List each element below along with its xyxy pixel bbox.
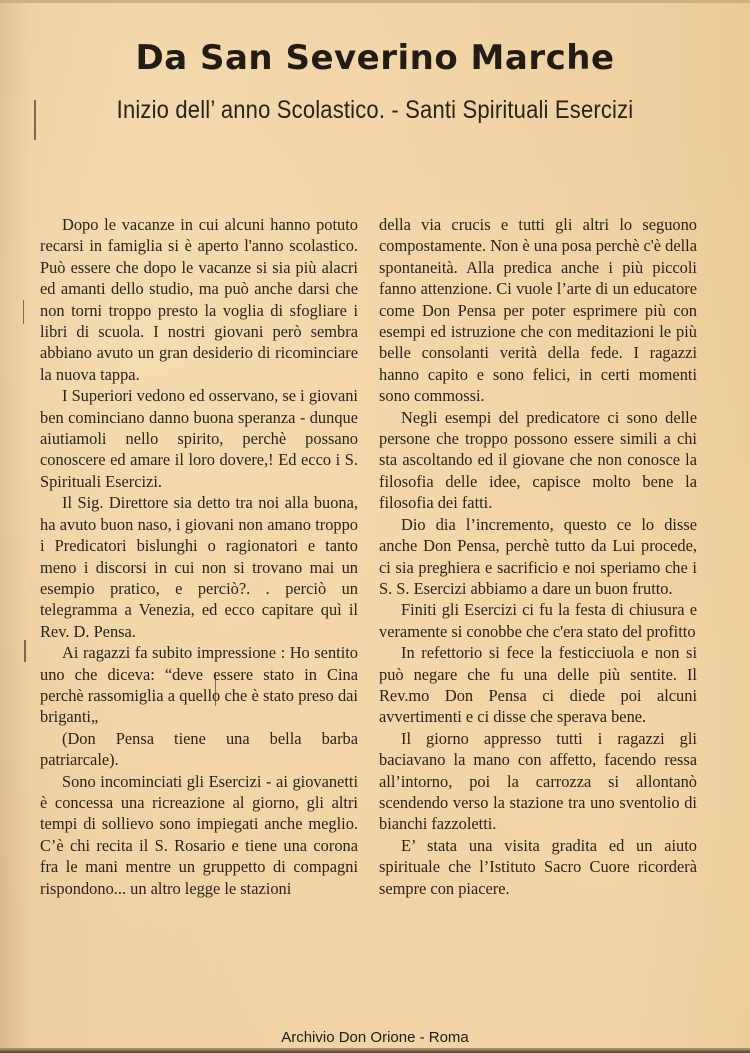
paragraph: Il Sig. Direttore sia detto tra noi alla buona, ha avuto buon naso, i giovani non amano troppo i Predicatori bislunghi o ragionatori e tanto meno i discorsi in cui non si trovano mai un esempio pratico, e perciò?. . perciò un telegramma a Venezia, ed ecco capitare quì il Rev. D. Pensa. [40,493,358,641]
paragraph: In refettorio si fece la festicciuola e non si può negare che fu una delle più sentite. Il Rev.mo Don Pensa ci diede poi alcuni avvertimenti e ci disse che sperava bene. [379,643,697,727]
paragraph-continued: della via crucis e tutti gli altri lo seguono compostamente. Non è una posa perchè c'è della spontaneità. Alla predica anche i più piccoli fanno attenzione. Ci vuole l’arte di un educatore come Don Pensa per poter esprimere più con esempi ed istruzione che con meditazioni le più belle consolanti verità della fede. I ragazzi hanno capito e sono felici, in certi momenti sono commossi. [379,215,697,406]
left-column [40,214,358,899]
article-subtitle: Inizio dell’ anno Scolastico. - Santi Spirituali Esercizi [116,96,634,124]
page-top-edge [0,0,750,3]
page-bottom-edge [0,1048,750,1053]
margin-mark [24,640,26,662]
paragraph: I Superiori vedono ed osservano, se i giovani ben cominciano danno buona speranza - dunque aiutiamoli nello spirito, perchè possano conoscere ed amare il loro dovere,! Ed ecco i S. Spirituali Esercizi. [40,386,358,491]
margin-mark [23,300,24,324]
paragraph: Dio dia l’incremento, questo ce lo disse anche Don Pensa, perchè tutto da Lui procede, ci sia preghiera e sacrificio e noi speriamo che i S. S. Esercizi abbiamo a dare un buon frutto. [379,514,697,598]
paragraph: Il giorno appresso tutti i ragazzi gli baciavano la mano con affetto, facendo ressa all’intorno, poi la carrozza si allontanò scendendo verso la stazione tra uno sventolio di bianchi fazzoletti. [379,728,697,834]
paragraph: E’ stata una visita gradita ed un aiuto spirituale che l’Istituto Sacro Cuore ricorderà sempre con piacere. [379,835,697,898]
paragraph: (Don Pensa tiene una bella barba patriarcale). [40,728,358,770]
paragraph: Sono incominciati gli Esercizi - ai giovanetti è concessa una ricreazione al giorno, gli altri tempi di sollievo sono impiegati anche meglio. C’è chi recita il S. Rosario e tiene una corona fra le mani mentre un gruppetto di compagni rispondono... un altro legge le stazioni [40,771,358,898]
archive-credit: Archivio Don Orione - Roma [281,1029,469,1046]
paragraph: Negli esempi del predicatore ci sono delle persone che troppo possono essere simili a chi sta ascoltando ed il giovane che non conosce la filosofia delle idee, capisce molto bene la filosofia dei fatti. [379,407,697,513]
paragraph: Finiti gli Esercizi ci fu la festa di chiusura e veramente si conobbe che c'era stato del profitto [379,600,697,641]
right-column [379,214,697,899]
paragraph: Ai ragazzi fa subito impressione : Ho sentito uno che diceva: “deve essere stato in Cina perchè rassomiglia a quello che è stato preso dai briganti„ [40,643,358,727]
article-title: Da San Severino Marche [135,38,615,78]
paragraph: Dopo le vacanze in cui alcuni hanno potuto recarsi in famiglia si è aperto l'anno scolastico. Può essere che dopo le vacanze si sia più alacri ed amanti dello studio, ma può anche darsi che non torni troppo presto la voglia di sfogliare i libri di scuola. I nostri giovani però sembra abbiano avuto un gran desiderio di ricominciare la nuova tappa. [40,215,358,384]
margin-mark [34,100,36,140]
